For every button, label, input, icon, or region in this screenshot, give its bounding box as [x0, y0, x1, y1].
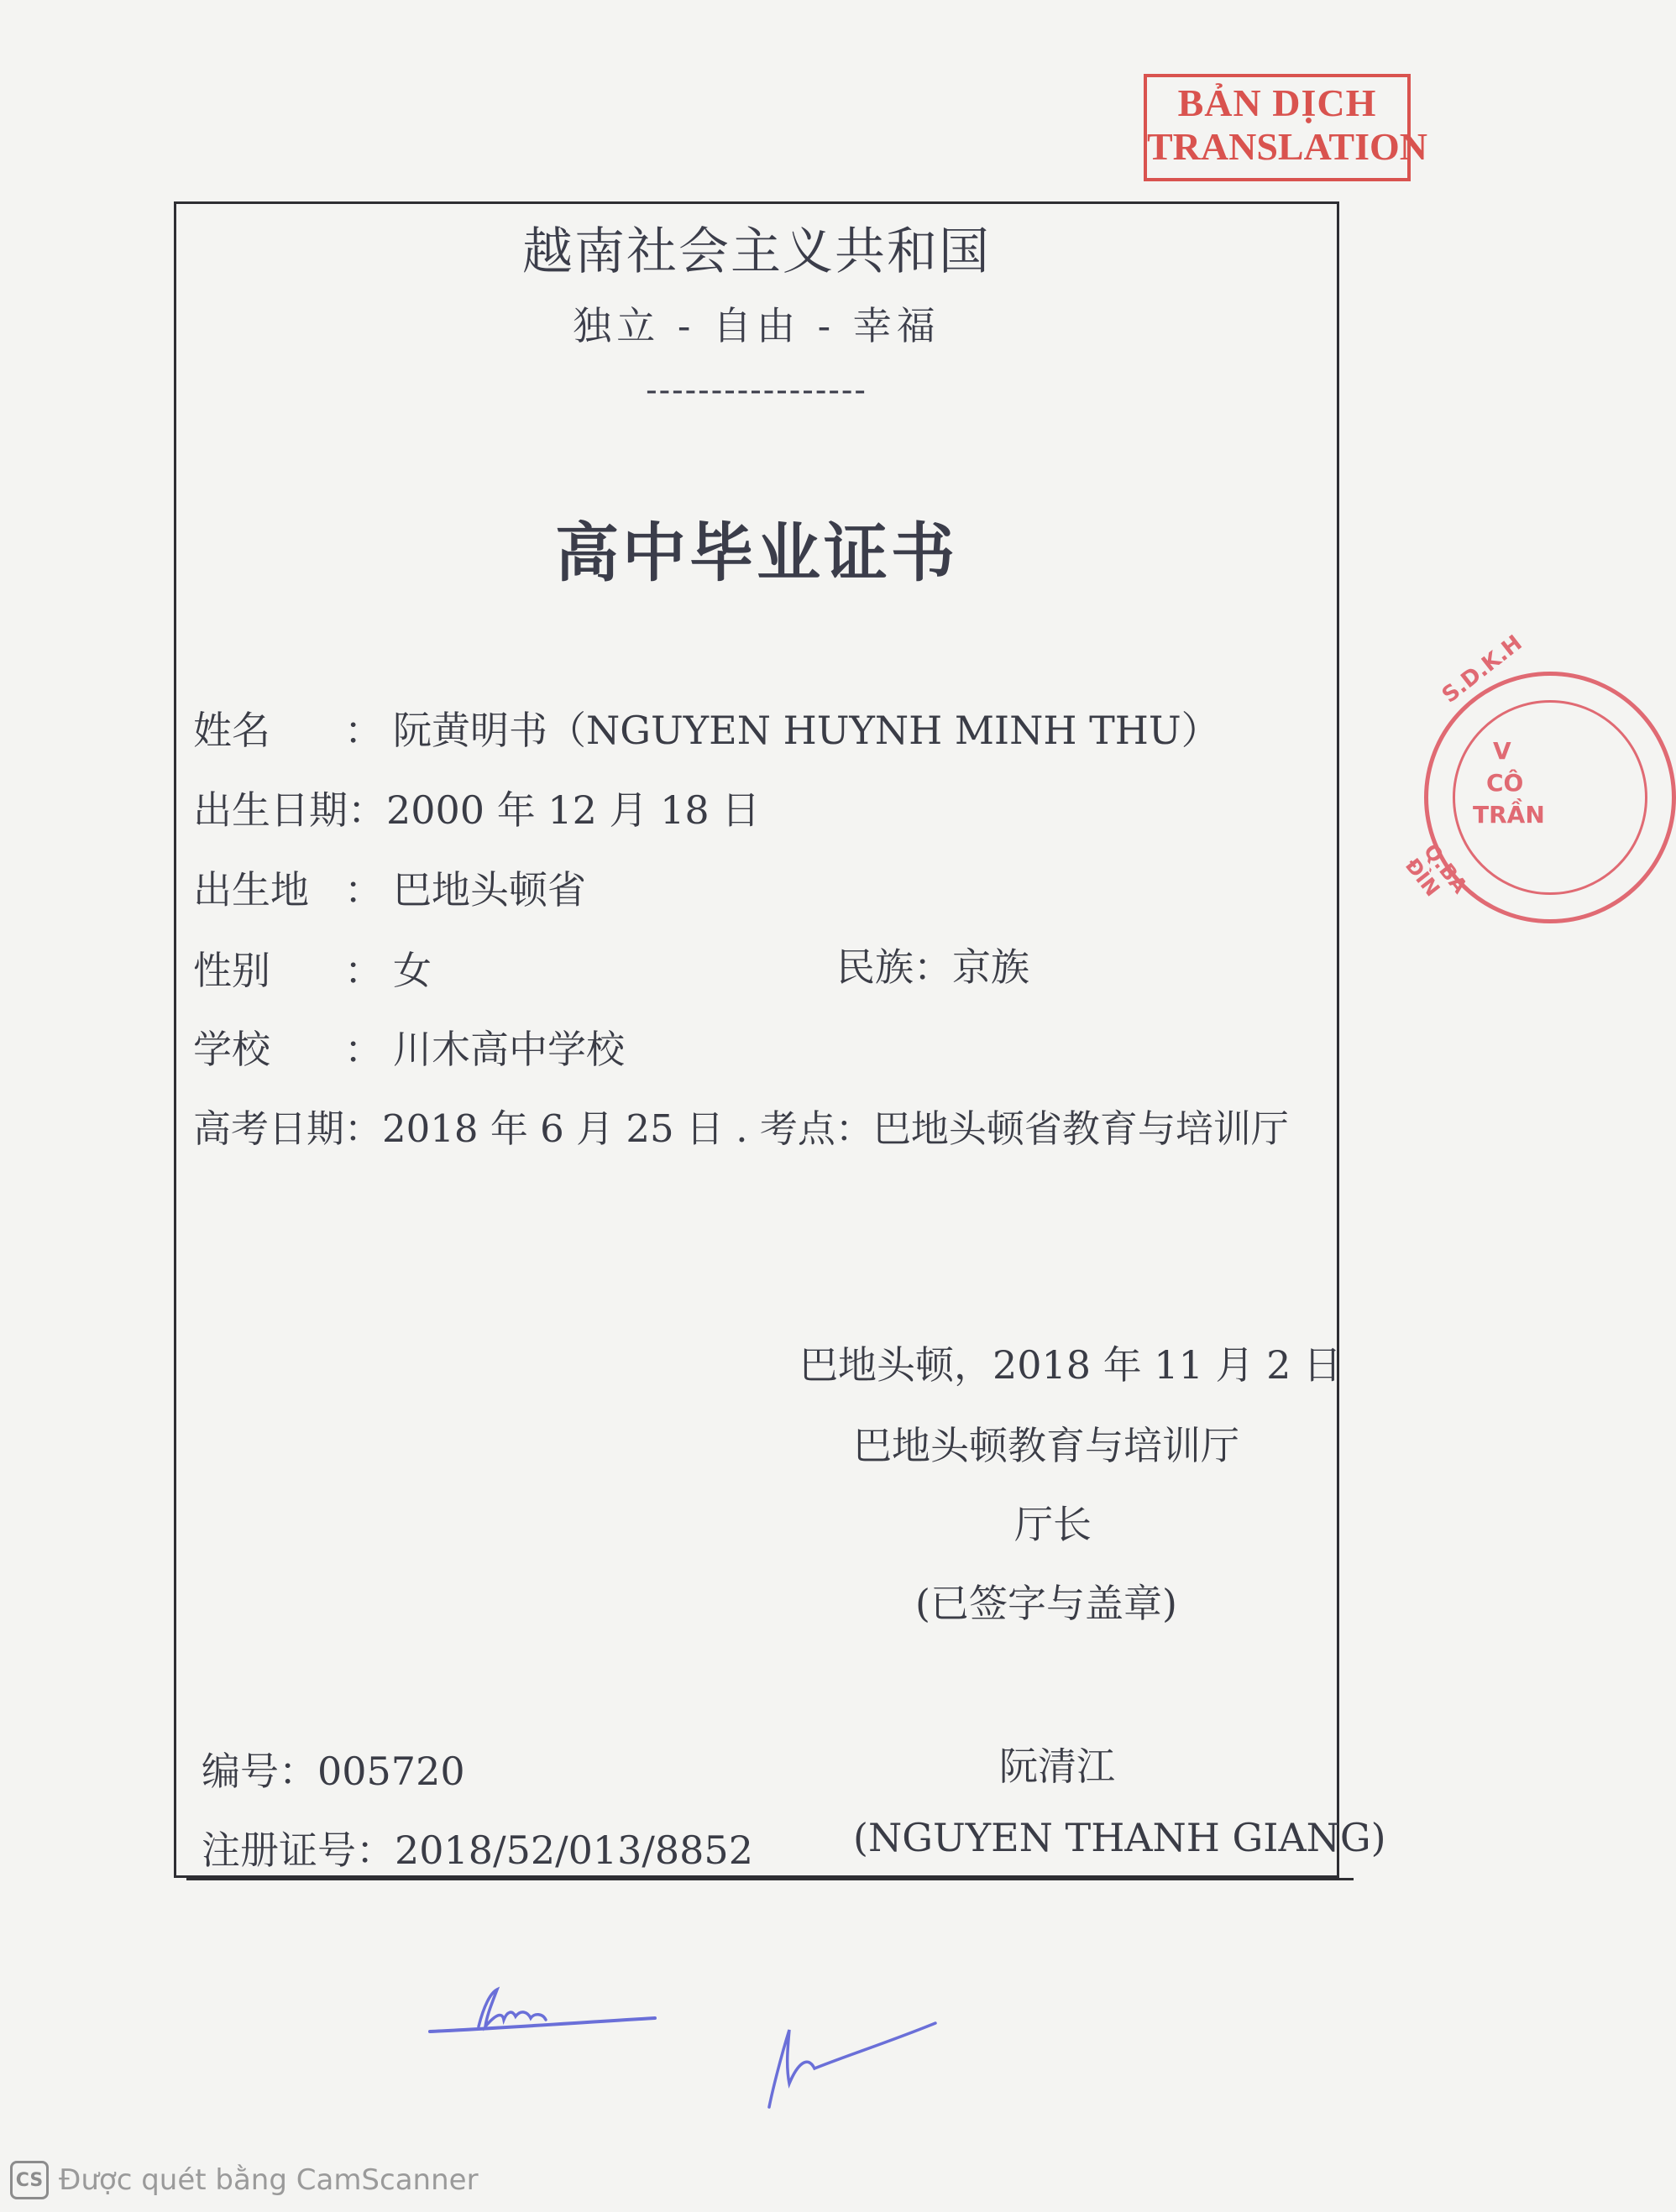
ethnicity-value: 京族: [952, 944, 1029, 990]
document-border-bottom: [186, 1878, 1354, 1880]
handwritten-initials: [420, 1964, 957, 2132]
camscanner-text: Được quét bằng CamScanner: [59, 2163, 479, 2197]
dob-label: 出生日期：: [193, 787, 386, 833]
initial-signature-2: [769, 2023, 935, 2107]
registration-number: [202, 1820, 753, 1875]
seal-text-co: CÔ: [1486, 769, 1524, 797]
initial-signature-1-loops: [479, 1990, 546, 2026]
field-dob: [193, 780, 760, 835]
field-ethnicity: [836, 937, 1029, 992]
ethnicity-label: 民族：: [836, 944, 952, 990]
exam-value: 2018 年 6 月 25 日 . 考点：巴地头顿省教育与培训厅: [382, 1106, 1289, 1151]
camscanner-footer: [10, 2160, 479, 2200]
name-value: 阮黄明书（NGUYEN HUYNH MINH THU）: [393, 708, 1220, 753]
field-birthplace: [193, 860, 586, 915]
birthplace-colon: ：: [344, 867, 383, 913]
seal-text-tran: TRẦN: [1473, 801, 1545, 829]
stamp-line-2: TRANSLATION: [1147, 125, 1427, 168]
camscanner-logo-icon: CS: [10, 2161, 49, 2199]
certificate-title: 高中毕业证书: [555, 515, 958, 590]
country-name: 越南社会主义共和国: [522, 222, 991, 281]
registration-value: 2018/52/013/8852: [395, 1828, 753, 1873]
name-colon: ：: [344, 708, 383, 753]
field-name: [193, 700, 1220, 756]
registration-label: 注册证号：: [202, 1828, 395, 1873]
name-label: 姓名: [193, 708, 270, 753]
issue-place-date: 巴地头顿，2018 年 11 月 2 日: [799, 1342, 1342, 1388]
issuing-department: 巴地头顿教育与培训厅: [853, 1423, 1239, 1468]
seal-text-top: S.D.K.H: [1438, 630, 1527, 709]
field-school: [193, 1019, 625, 1075]
translation-stamp: [1144, 74, 1427, 181]
official-seal-inner-ring: [1453, 700, 1647, 895]
dob-value: 2000 年 12 月 18 日: [386, 787, 761, 833]
seal-text-bottom: Q.BA ĐÌN: [1400, 839, 1472, 902]
signer-position: 厅长: [1014, 1502, 1092, 1547]
stamp-line-1: BẢN DỊCH: [1177, 81, 1377, 124]
exam-label: 高考日期：: [193, 1106, 383, 1151]
seal-text-v: V: [1493, 737, 1511, 765]
gender-colon: ：: [344, 948, 383, 993]
school-label: 学校: [193, 1027, 270, 1072]
signer-name-english: (NGUYEN THANH GIANG): [853, 1815, 1386, 1860]
serial-label: 编号：: [202, 1749, 317, 1794]
serial-value: 005720: [317, 1749, 465, 1794]
birthplace-value: 巴地头顿省: [393, 867, 586, 913]
signer-name-chinese: 阮清江: [999, 1744, 1115, 1789]
gender-label: 性别: [193, 948, 270, 993]
field-gender: [193, 940, 432, 996]
birthplace-label: 出生地: [193, 867, 309, 913]
initial-signature-1: [430, 2018, 655, 2032]
field-exam: [193, 1098, 1289, 1153]
signature-note: (已签字与盖章): [915, 1581, 1177, 1626]
serial-number: [202, 1741, 465, 1796]
school-colon: ：: [344, 1027, 383, 1072]
school-value: 川木高中学校: [393, 1027, 625, 1072]
gender-value: 女: [393, 948, 432, 993]
national-motto: 独立 - 自由 - 幸福: [573, 303, 940, 348]
header-divider: -----------------: [646, 371, 867, 410]
